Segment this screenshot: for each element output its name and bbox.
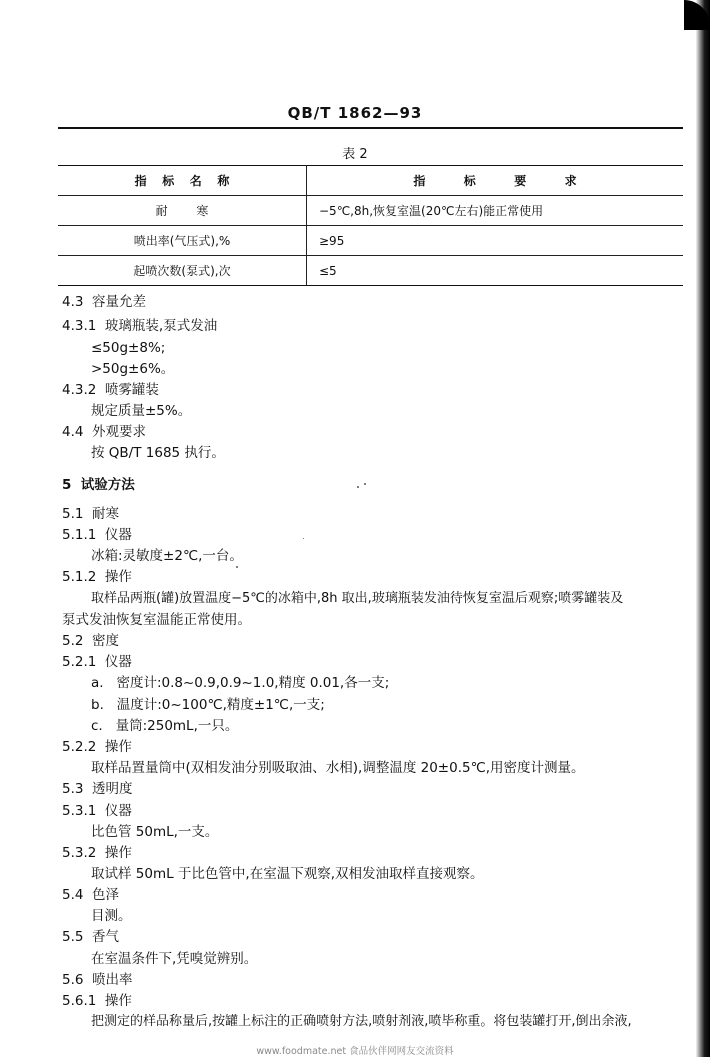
paragraph: 在室温条件下,凭嗅觉辨别。 [91, 951, 258, 967]
scan-speck [303, 538, 304, 539]
paragraph: 按 QB/T 1685 执行。 [91, 445, 225, 461]
paragraph: 比色管 50mL,一支。 [91, 824, 219, 840]
section-heading-5-2: 5.2 密度 [62, 633, 120, 649]
list-item: b. 温度计:0~100℃,精度±1℃,一支; [91, 697, 325, 713]
subsection-heading-5-3-2: 5.3.2 操作 [62, 845, 132, 861]
section-heading-5-4: 5.4 色泽 [62, 887, 120, 903]
table-row [58, 196, 683, 226]
column-header-name: 指标名称 [58, 166, 307, 196]
paragraph: 取样品置量筒中(双相发油分别吸取油、水相),调整温度 20±0.5℃,用密度计测量。 [91, 760, 585, 776]
standard-number-header: QB/T 1862—93 [287, 104, 423, 122]
paragraph: 冰箱:灵敏度±2℃,一台。 [91, 548, 243, 564]
subsection-heading-4-3-1: 4.3.1 玻璃瓶装,泵式发油 [62, 318, 218, 334]
subsection-heading-5-1-1: 5.1.1 仪器 [62, 527, 132, 543]
section-heading-5-3: 5.3 透明度 [62, 781, 133, 797]
paragraph: 规定质量±5%。 [91, 403, 192, 419]
scan-speck [236, 566, 238, 568]
header-rule [58, 127, 683, 129]
scan-speck [357, 486, 359, 488]
chapter-heading-5: 5 试验方法 [62, 477, 135, 493]
section-heading-5-1: 5.1 耐寒 [62, 506, 120, 522]
subsection-heading-5-6-1: 5.6.1 操作 [62, 993, 132, 1009]
list-item: c. 量筒:250mL,一只。 [91, 718, 239, 734]
paragraph: 泵式发油恢复室温能正常使用。 [62, 612, 251, 628]
subsection-heading-5-3-1: 5.3.1 仪器 [62, 803, 132, 819]
subsection-heading-5-2-1: 5.2.1 仪器 [62, 654, 132, 670]
paragraph: 取样品两瓶(罐)放置温度−5℃的冰箱中,8h 取出,玻璃瓶装发油待恢复室温后观察;喷雾罐装及 [91, 591, 624, 606]
table-row [58, 256, 683, 286]
section-heading-5-6: 5.6 喷出率 [62, 972, 133, 988]
row-name: 起喷次数(泵式),次 [58, 256, 307, 286]
section-heading-4-4: 4.4 外观要求 [62, 424, 147, 440]
row-name: 喷出率(气压式),% [58, 226, 307, 256]
subsection-heading-5-1-2: 5.1.2 操作 [62, 569, 132, 585]
paragraph: ≤50g±8%; [91, 340, 166, 356]
table-row [58, 226, 683, 256]
row-requirement: −5℃,8h,恢复室温(20℃左右)能正常使用 [307, 196, 684, 226]
spec-table [58, 165, 683, 286]
paragraph: 取试样 50mL 于比色管中,在室温下观察,双相发油取样直接观察。 [91, 866, 484, 882]
table-header-row [58, 166, 683, 196]
paragraph: 目测。 [91, 908, 132, 924]
footer-watermark: www.foodmate.net 食品伙伴网网友交流资料 [256, 1046, 454, 1057]
column-header-requirement: 指标要求 [307, 166, 684, 196]
subsection-heading-4-3-2: 4.3.2 喷雾罐装 [62, 382, 159, 398]
row-name: 耐寒 [58, 196, 307, 226]
section-heading-5-5: 5.5 香气 [62, 929, 120, 945]
row-requirement: ≥95 [307, 226, 684, 256]
scan-speck [364, 483, 366, 485]
section-heading-4-3: 4.3 容量允差 [62, 294, 147, 310]
row-requirement: ≤5 [307, 256, 684, 286]
subsection-heading-5-2-2: 5.2.2 操作 [62, 739, 132, 755]
paragraph: >50g±6%。 [91, 361, 175, 377]
paragraph: 把测定的样品称量后,按罐上标注的正确喷射方法,喷射剂液,喷毕称重。将包装罐打开,倒出余液, [91, 1014, 632, 1029]
table-caption: 表 2 [342, 147, 368, 162]
list-item: a. 密度计:0.8~0.9,0.9~1.0,精度 0.01,各一支; [91, 675, 390, 691]
